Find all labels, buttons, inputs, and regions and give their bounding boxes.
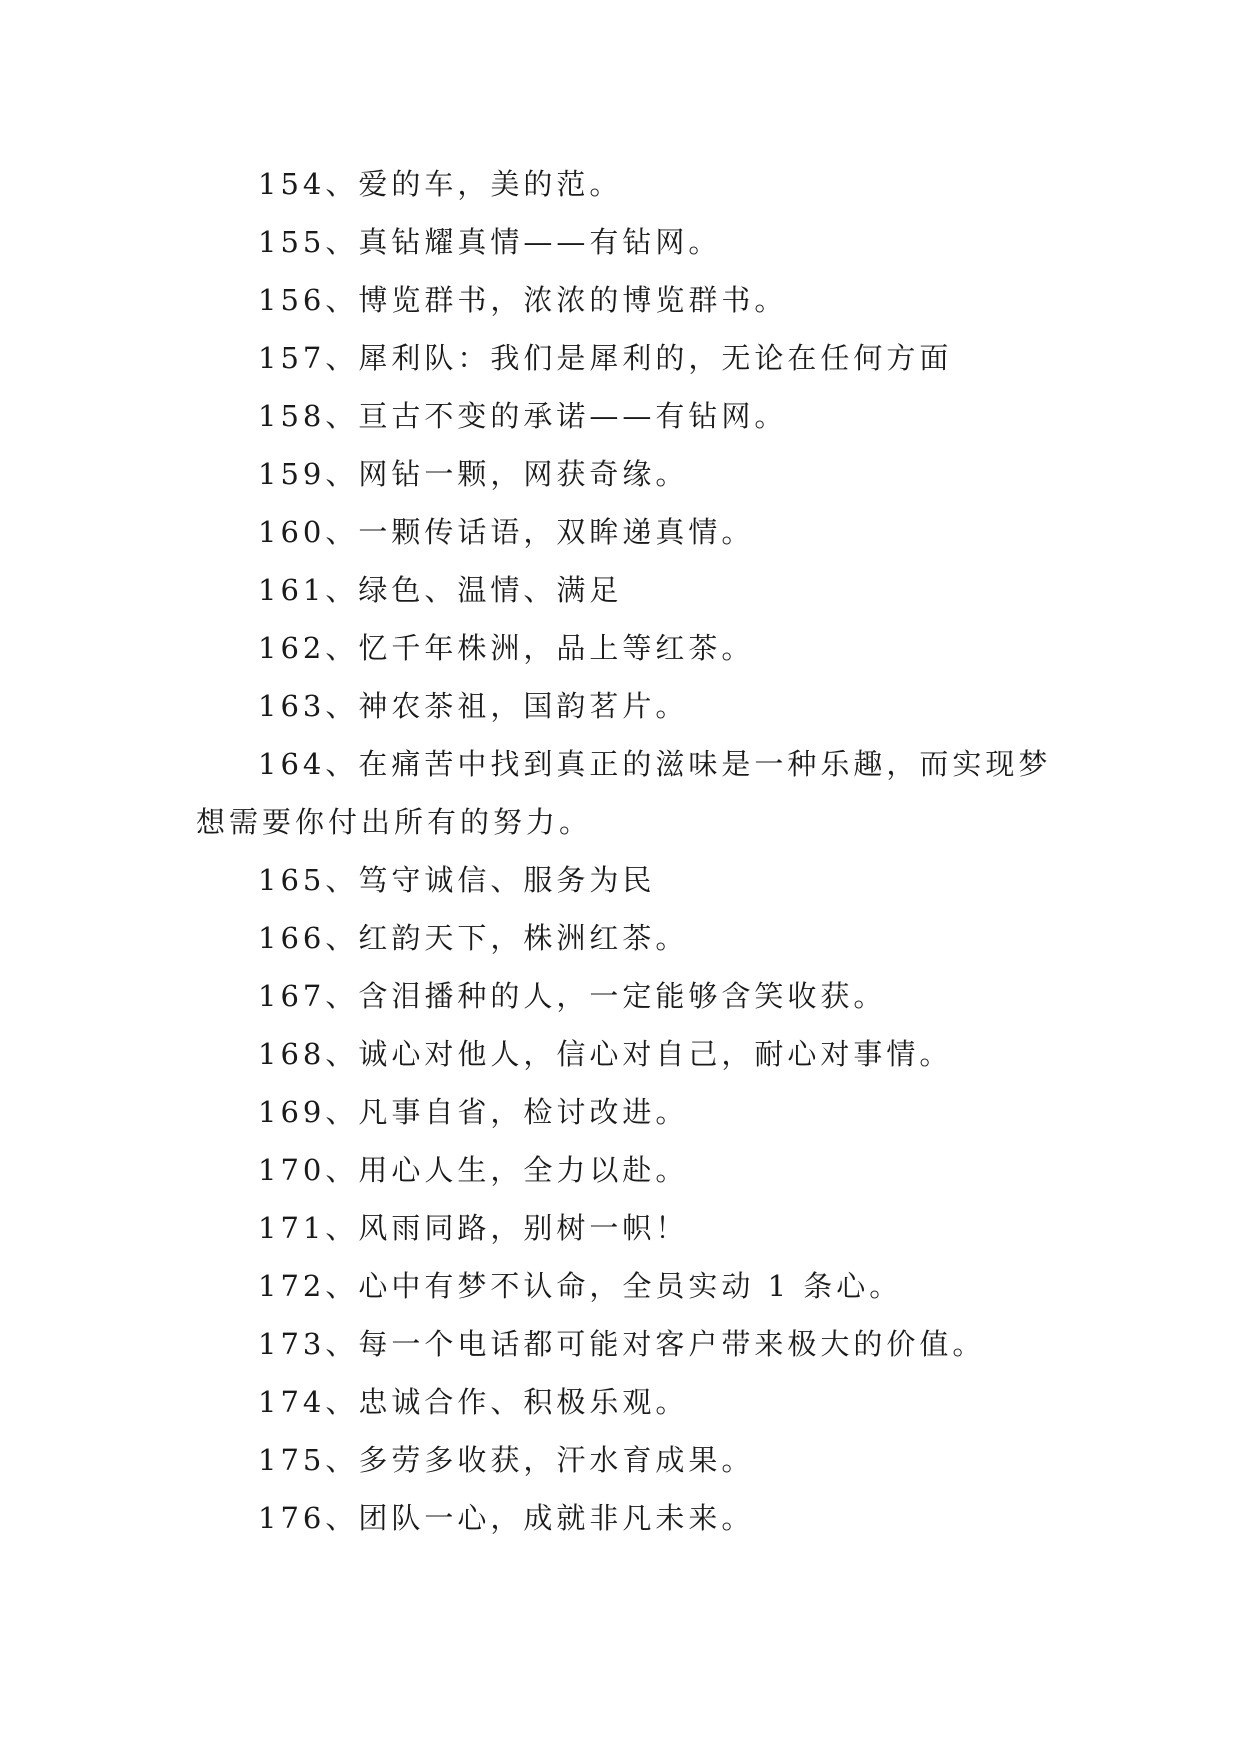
- slogan-line-159: 159、网钻一颗，网获奇缘。: [258, 457, 689, 491]
- slogan-line-172: 172、心中有梦不认命，全员实动 1 条心。: [258, 1269, 903, 1303]
- slogan-line-173: 173、每一个电话都可能对客户带来极大的价值。: [258, 1327, 986, 1361]
- slogan-line-164: 164、在痛苦中找到真正的滋味是一种乐趣，而实现梦想需要你付出所有的努力。: [196, 747, 1052, 839]
- slogan-line-175: 175、多劳多收获，汗水育成果。: [258, 1443, 755, 1477]
- slogan-line-156: 156、博览群书，浓浓的博览群书。: [258, 283, 788, 317]
- slogan-line-174: 174、忠诚合作、积极乐观。: [258, 1385, 689, 1419]
- slogan-line-161: 161、绿色、温情、满足: [258, 573, 623, 607]
- document-body: [196, 155, 1056, 1547]
- slogan-line-163: 163、神农茶祖，国韵茗片。: [258, 689, 689, 723]
- slogan-line-160: 160、一颗传话语，双眸递真情。: [258, 515, 755, 549]
- slogan-line-168: 168、诚心对他人，信心对自己，耐心对事情。: [258, 1037, 953, 1071]
- slogan-line-158: 158、亘古不变的承诺——有钻网。: [258, 399, 788, 433]
- slogan-line-165: 165、笃守诚信、服务为民: [258, 863, 656, 897]
- slogan-line-162: 162、忆千年株洲，品上等红茶。: [258, 631, 755, 665]
- slogan-line-154: 154、爱的车，美的范。: [258, 167, 623, 201]
- slogan-line-176: 176、团队一心，成就非凡未来。: [258, 1501, 755, 1535]
- slogan-line-167: 167、含泪播种的人，一定能够含笑收获。: [258, 979, 887, 1013]
- slogan-line-166: 166、红韵天下，株洲红茶。: [258, 921, 689, 955]
- slogan-line-171: 171、风雨同路，别树一帜！: [258, 1211, 689, 1245]
- slogan-line-157: 157、犀利队：我们是犀利的，无论在任何方面: [258, 341, 953, 375]
- slogan-line-170: 170、用心人生，全力以赴。: [258, 1153, 689, 1187]
- slogan-line-169: 169、凡事自省，检讨改进。: [258, 1095, 689, 1129]
- slogan-line-155: 155、真钻耀真情——有钻网。: [258, 225, 722, 259]
